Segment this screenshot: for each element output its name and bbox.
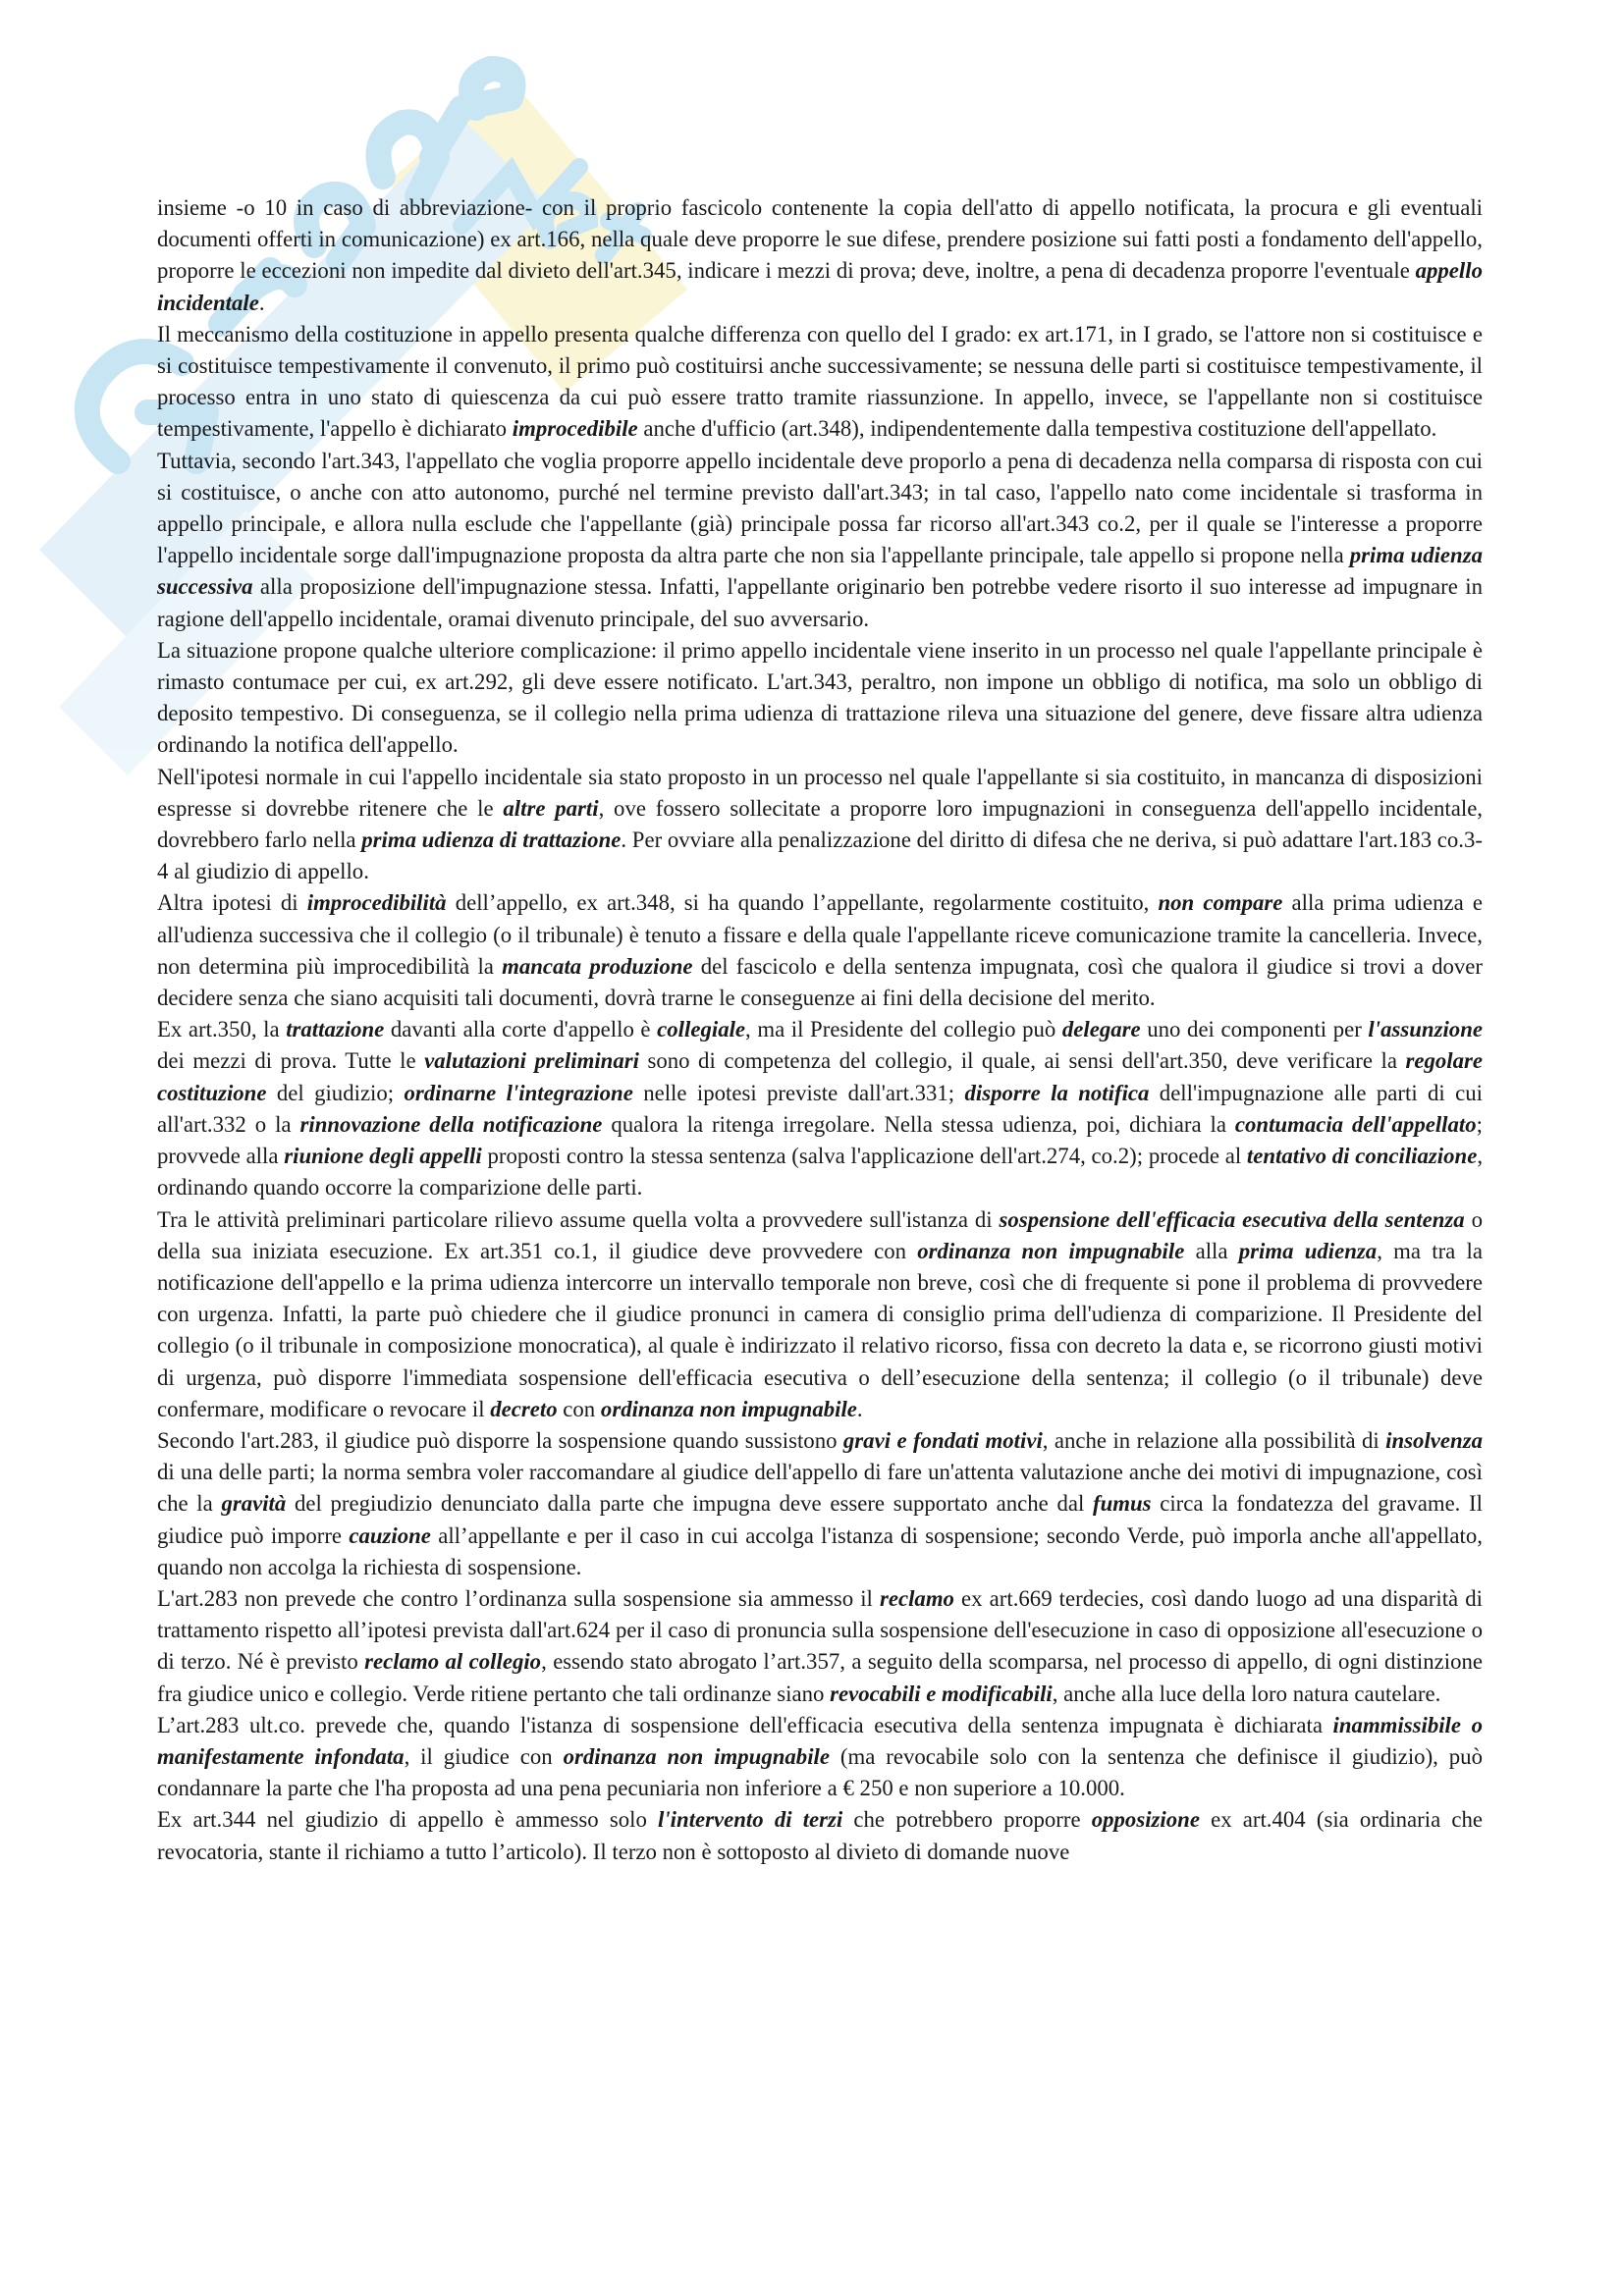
emphasized-term: gravità: [221, 1491, 287, 1517]
text-run: Ex art.344 nel giudizio di appello è ammesso solo: [157, 1807, 659, 1833]
text-run: .: [258, 290, 265, 315]
paragraph: [157, 192, 1483, 319]
text-run: Nell'ipotesi normale in cui l'appello incidentale sia stato proposto in un processo nel quale l'appellante si sia costituito, in mancanza di disposizioni espresse si dovrebbe ritenere che le: [157, 764, 1483, 821]
emphasized-term: insolvenza: [1385, 1427, 1483, 1453]
text-run: Ex art.350, la: [157, 1017, 287, 1042]
paragraph: [157, 762, 1483, 888]
text-run: dell’appello, ex art.348, si ha quando l’appellante, regolarmente costituito,: [446, 890, 1159, 916]
emphasized-term: ordinanza non impugnabile: [600, 1396, 857, 1421]
text-run: La situazione propone qualche ulteriore complicazione: il primo appello incidentale viene inserito in un processo nel quale l'appellante principale è rimasto contumace per cui, ex art.292, gli deve essere notificato. L'art.343, peraltro, non impone un obbligo di notifica, ma solo un obbligo di deposito tempestivo. Di conseguenza, se il collegio nella prima udienza di trattazione rileva una situazione del genere, deve fissare altra udienza ordinando la notifica dell'appello.: [157, 637, 1483, 758]
emphasized-term: collegiale: [657, 1017, 746, 1042]
emphasized-term: riunione degli appelli: [284, 1144, 482, 1169]
paragraph: [157, 1014, 1483, 1203]
text-run: all’appellante e per il caso in cui accolga l'istanza di sospensione; secondo Verde, può imporla anche all'appellato, quando non accolga la richiesta di sospensione.: [157, 1522, 1483, 1579]
emphasized-term: fumus: [1092, 1491, 1152, 1517]
paragraph: [157, 1583, 1483, 1710]
text-run: , ma tra la notificazione dell'appello e la prima udienza intercorre un intervallo temporale non breve, così che di frequente si pone il problema di provvedere con urgenza. Infatti, la parte può chiedere che il giudice pronunci in camera di consiglio prima dell'udienza di comparizione. Il Presidente del collegio (o il tribunale in composizione monocratica), al quale è indirizzato il relativo ricorso, fissa con decreto la data e, se ricorrono giusti motivi di urgenza, può disporre l'immediata sospensione dell'efficacia esecutiva o dell’esecuzione della sentenza; il collegio (o il tribunale) deve confermare, modificare o revocare il: [157, 1238, 1483, 1421]
emphasized-term: improcedibile: [512, 416, 638, 442]
paragraph: [157, 446, 1483, 635]
emphasized-term: l'assunzione: [1368, 1017, 1483, 1042]
text-run: ex art.669 terdecies, così dando luogo ad una disparità di trattamento rispetto all’ipotesi prevista dall'art.624 per il caso di pronuncia sulla sospensione dell'esecuzione in caso di opposizione all'esecuzione o di terzo. Né è previsto: [157, 1585, 1483, 1675]
text-run: alla: [1184, 1238, 1239, 1263]
emphasized-term: reclamo al collegio: [364, 1649, 542, 1675]
paragraph: [157, 1204, 1483, 1425]
text-run: anche d'ufficio (art.348), indipendentemente dalla tempestiva costituzione dell'appellato.: [637, 416, 1437, 442]
text-run: dei mezzi di prova. Tutte le: [157, 1048, 425, 1074]
emphasized-term: l'intervento di terzi: [658, 1807, 843, 1833]
emphasized-term: prima udienza: [1238, 1238, 1378, 1263]
text-run: , ove fossero sollecitate a proporre loro impugnazioni in conseguenza dell'appello incidentale, dovrebbero farlo nella: [157, 795, 1484, 853]
text-run: davanti alla corte d'appello è: [384, 1017, 658, 1042]
paragraph: [157, 635, 1483, 762]
text-run: .: [856, 1396, 863, 1421]
text-run: Tra le attività preliminari particolare rilievo assume quella volta a provvedere sull'istanza di: [157, 1206, 1000, 1232]
text-run: che potrebbero proporre: [842, 1807, 1092, 1833]
text-run: ; provvede alla: [157, 1111, 1483, 1169]
text-run: , ma il Presidente del collegio può: [745, 1017, 1062, 1042]
emphasized-term: improcedibilità: [306, 890, 447, 916]
paragraph: [157, 1710, 1483, 1805]
text-run: (ma revocabile solo con la sentenza che definisce il giudizio), può condannare la parte che l'ha proposta ad una pena pecuniaria non inferiore a € 250 e non superiore a 10.000.: [157, 1743, 1483, 1801]
emphasized-term: regolare costituzione: [157, 1048, 1483, 1105]
text-run: L’art.283 ult.co. prevede che, quando l'istanza di sospensione dell'efficacia esecutiva della sentenza impugnata è dichiarata: [157, 1712, 1333, 1737]
emphasized-term: contumacia dell'appellato: [1234, 1111, 1477, 1137]
text-run: dell'impugnazione alle parti di cui all'art.332 o la: [157, 1080, 1483, 1137]
text-run: sono di competenza del collegio, il quale, ai sensi dell'art.350, deve verificare la: [638, 1048, 1406, 1074]
emphasized-term: decreto: [490, 1396, 558, 1421]
text-run: Altra ipotesi di: [157, 890, 307, 916]
document-page: [157, 192, 1483, 1868]
text-run: ex art.404 (sia ordinaria che revocatoria, stante il richiamo a tutto l’articolo). Il terzo non è sottoposto al divieto di domande nuove: [157, 1807, 1483, 1864]
text-run: nelle ipotesi previste dall'art.331;: [632, 1080, 965, 1105]
text-run: alla prima udienza e all'udienza successiva che il collegio (o il tribunale) è tenuto a fissare e della quale l'appellante riceve comunicazione tramite la cancelleria. Invece, non determina più improcedibilità la: [157, 890, 1483, 979]
text-run: , anche alla luce della loro natura cautelare.: [1052, 1681, 1441, 1706]
text-run: insieme -o 10 in caso di abbreviazione- con il proprio fascicolo contenente la copia dell'atto di appello notificata, la procura e gli eventuali documenti offerti in comunicazione) ex art.166, nella quale deve proporre le sue difese, prendere posizione sui fatti posti a fondamento dell'appello, proporre le eccezioni non impedite dal divieto dell'art.345, indicare i mezzi di prova; deve, inoltre, a pena di decadenza proporre l'eventuale: [157, 195, 1483, 284]
text-run: Tuttavia, secondo l'art.343, l'appellato che voglia proporre appello incidentale deve proporlo a pena di decadenza nella comparsa di risposta con cui si costituisce, o anche con atto autonomo, purché nel termine previsto dall'art.343; in tal caso, l'appello nato come incidentale si trasforma in appello principale, e allora nulla esclude che l'appellante (già) principale possa far ricorso all'art.343 co.2, per il quale se l'interesse a proporre l'appello incidentale sorge dall'impugnazione proposta da altra parte che non sia l'appellante principale, tale appello si propone nella: [157, 448, 1483, 568]
text-run: del fascicolo e della sentenza impugnata, così che qualora il giudice si trovi a dover decidere senza che siano acquisiti tali documenti, dovrà trarne le conseguenze ai fini della decisione del merito.: [157, 953, 1483, 1011]
emphasized-term: cauzione: [349, 1522, 431, 1548]
text-run: , anche in relazione alla possibilità di: [1042, 1427, 1386, 1453]
text-run: qualora la ritenga irregolare. Nella stessa udienza, poi, dichiara la: [602, 1111, 1235, 1137]
emphasized-term: ordinanza non impugnabile: [917, 1238, 1185, 1263]
text-run: Secondo l'art.283, il giudice può disporre la sospensione quando sussistono: [157, 1427, 843, 1453]
emphasized-term: inammissibile o manifestamente infondata: [157, 1712, 1483, 1769]
emphasized-term: rinnovazione della notificazione: [299, 1111, 603, 1137]
text-run: circa la fondatezza del gravame. Il giudice può imporre: [157, 1491, 1483, 1548]
emphasized-term: disporre la notifica: [964, 1080, 1150, 1105]
text-run: alla proposizione dell'impugnazione stessa. Infatti, l'appellante originario ben potrebbe vedere risorto il suo interesse ad impugnare in ragione dell'appello incidentale, oramai divenuto principale, del suo avversario.: [157, 574, 1483, 631]
emphasized-term: appello incidentale: [157, 258, 1483, 315]
emphasized-term: prima udienza successiva: [157, 543, 1484, 600]
paragraph: [157, 1804, 1483, 1867]
emphasized-term: ordinarne l'integrazione: [404, 1080, 633, 1105]
text-run: con: [557, 1396, 601, 1421]
text-run: Il meccanismo della costituzione in appello presenta qualche differenza con quello del I grado: ex art.171, in I grado, se l'attore non si costituisce e si costituisce tempestivamente il convenuto, il primo può costituirsi anche successivamente; se nessuna delle parti si costituisce tempestivamente, il processo entra in uno stato di quiescenza da cui può essere tratto tramite riassunzione. In appello, invece, se l'appellante non si costituisce tempestivamente, l'appello è dichiarato: [157, 321, 1483, 442]
paragraph: [157, 1425, 1483, 1583]
text-run: , ordinando quando occorre la comparizione delle parti.: [157, 1144, 1484, 1201]
text-run: , essendo stato abrogato l’art.357, a seguito della scomparsa, nel processo di appello, di ogni distinzione fra giudice unico e collegio. Verde ritiene pertanto che tali ordinanze siano: [157, 1649, 1483, 1706]
text-run: del pregiudizio denunciato dalla parte che impugna deve essere supportato anche dal: [286, 1491, 1093, 1517]
emphasized-term: reclamo: [879, 1585, 954, 1611]
emphasized-term: gravi e fondati motivi: [842, 1427, 1043, 1453]
emphasized-term: sospensione dell'efficacia esecutiva della sentenza: [999, 1206, 1465, 1232]
emphasized-term: altre parti: [503, 795, 599, 821]
text-run: o della sua iniziata esecuzione. Ex art.351 co.1, il giudice deve provvedere con: [157, 1206, 1483, 1263]
emphasized-term: non compare: [1158, 890, 1283, 916]
emphasized-term: tentativo di conciliazione: [1246, 1144, 1478, 1169]
emphasized-term: mancata produzione: [502, 953, 693, 979]
text-run: di una delle parti; la norma sembra voler raccomandare al giudice dell'appello di fare un'attenta valutazione anche dei motivi di impugnazione, così che la: [157, 1460, 1483, 1517]
emphasized-term: delegare: [1061, 1017, 1141, 1042]
emphasized-term: ordinanza non impugnabile: [563, 1743, 830, 1769]
text-run: . Per ovviare alla penalizzazione del diritto di difesa che ne deriva, si può adattare l'art.183 co.3-4 al giudizio di appello.: [157, 828, 1483, 884]
text-run: L'art.283 non prevede che contro l’ordinanza sulla sospensione sia ammesso il: [157, 1585, 880, 1611]
emphasized-term: revocabili e modificabili: [830, 1681, 1053, 1706]
emphasized-term: opposizione: [1091, 1807, 1200, 1833]
text-run: , il giudice con: [404, 1743, 564, 1769]
emphasized-term: trattazione: [286, 1017, 385, 1042]
text-run: uno dei componenti per: [1140, 1017, 1369, 1042]
text-run: proposti contro la stessa sentenza (salva l'applicazione dell'art.274, co.2); procede al: [481, 1144, 1247, 1169]
paragraph: [157, 319, 1483, 446]
paragraph: [157, 887, 1483, 1014]
emphasized-term: prima udienza di trattazione: [361, 828, 622, 853]
text-run: del giudizio;: [266, 1080, 405, 1105]
emphasized-term: valutazioni preliminari: [424, 1048, 639, 1074]
